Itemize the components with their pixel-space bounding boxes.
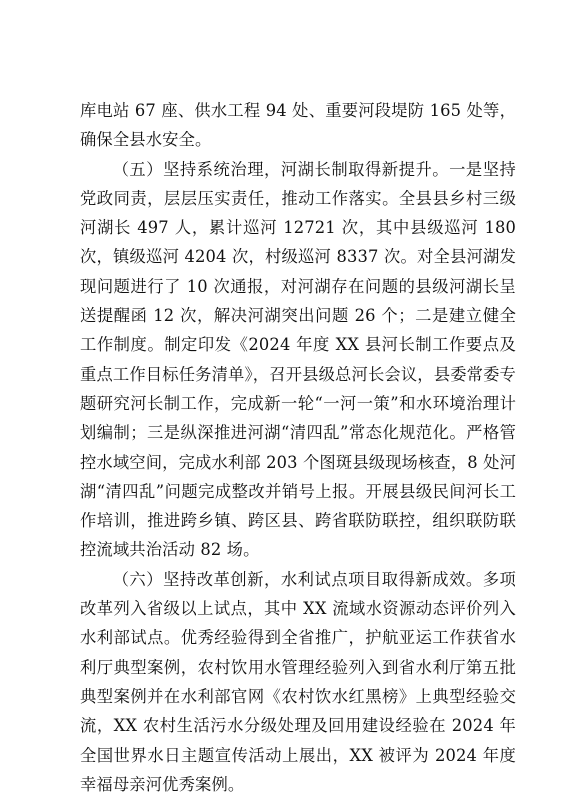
- paragraph-section-five: （五）坚持系统治理，河湖长制取得新提升。一是坚持党政同责，层层压实责任，推动工作落实。全县县乡村三级河湖长 497 人，累计巡河 12721 次，其中县级巡河 180 次，镇级巡河 4204 次，村级巡河 8337 次。对全县河湖发现问题进行了 10 次通报，对河湖存在问题的县级河湖长呈送提醒函 12 次，解决河湖突出问题 26 个；二是建立健全工作制度。制定印发《2024 年度 XX 县河长制工作要点及重点工作目标任务清单》，召开县级总河长会议，县委常委专题研究河长制工作，完成新一轮“一河一策”和水环境治理计划编制；三是纵深推进河湖“清四乱”常态化规范化。严格管控水域空间，完成水利部 203 个图斑县级现场核查，8 处河湖“清四乱”问题完成整改并销号上报。开展县级民间河长工作培训，推进跨乡镇、跨区县、跨省联防联控，组织联防联控流域共治活动 82 场。: [80, 159, 516, 560]
- paragraph-section-six: （六）坚持改革创新，水利试点项目取得新成效。多项改革列入省级以上试点，其中 XX 流域水资源动态评价列入水利部试点。优秀经验得到全省推广，护航亚运工作获省水利厅典型案例，农村饮用水管理经验列入到省水利厅第五批典型案例并在水利部官网《农村饮水红黑榜》上典型经验交流，XX 农村生活污水分级处理及回用建设经验在 2024 年全国世界水日主题宣传活动上展出，XX 被评为 2024 年度幸福母亲河优秀案例。: [80, 569, 516, 794]
- document-body: [80, 96, 516, 799]
- paragraph-continuation: 库电站 67 座、供水工程 94 处、重要河段堤防 165 处等，确保全县水安全。: [80, 101, 516, 150]
